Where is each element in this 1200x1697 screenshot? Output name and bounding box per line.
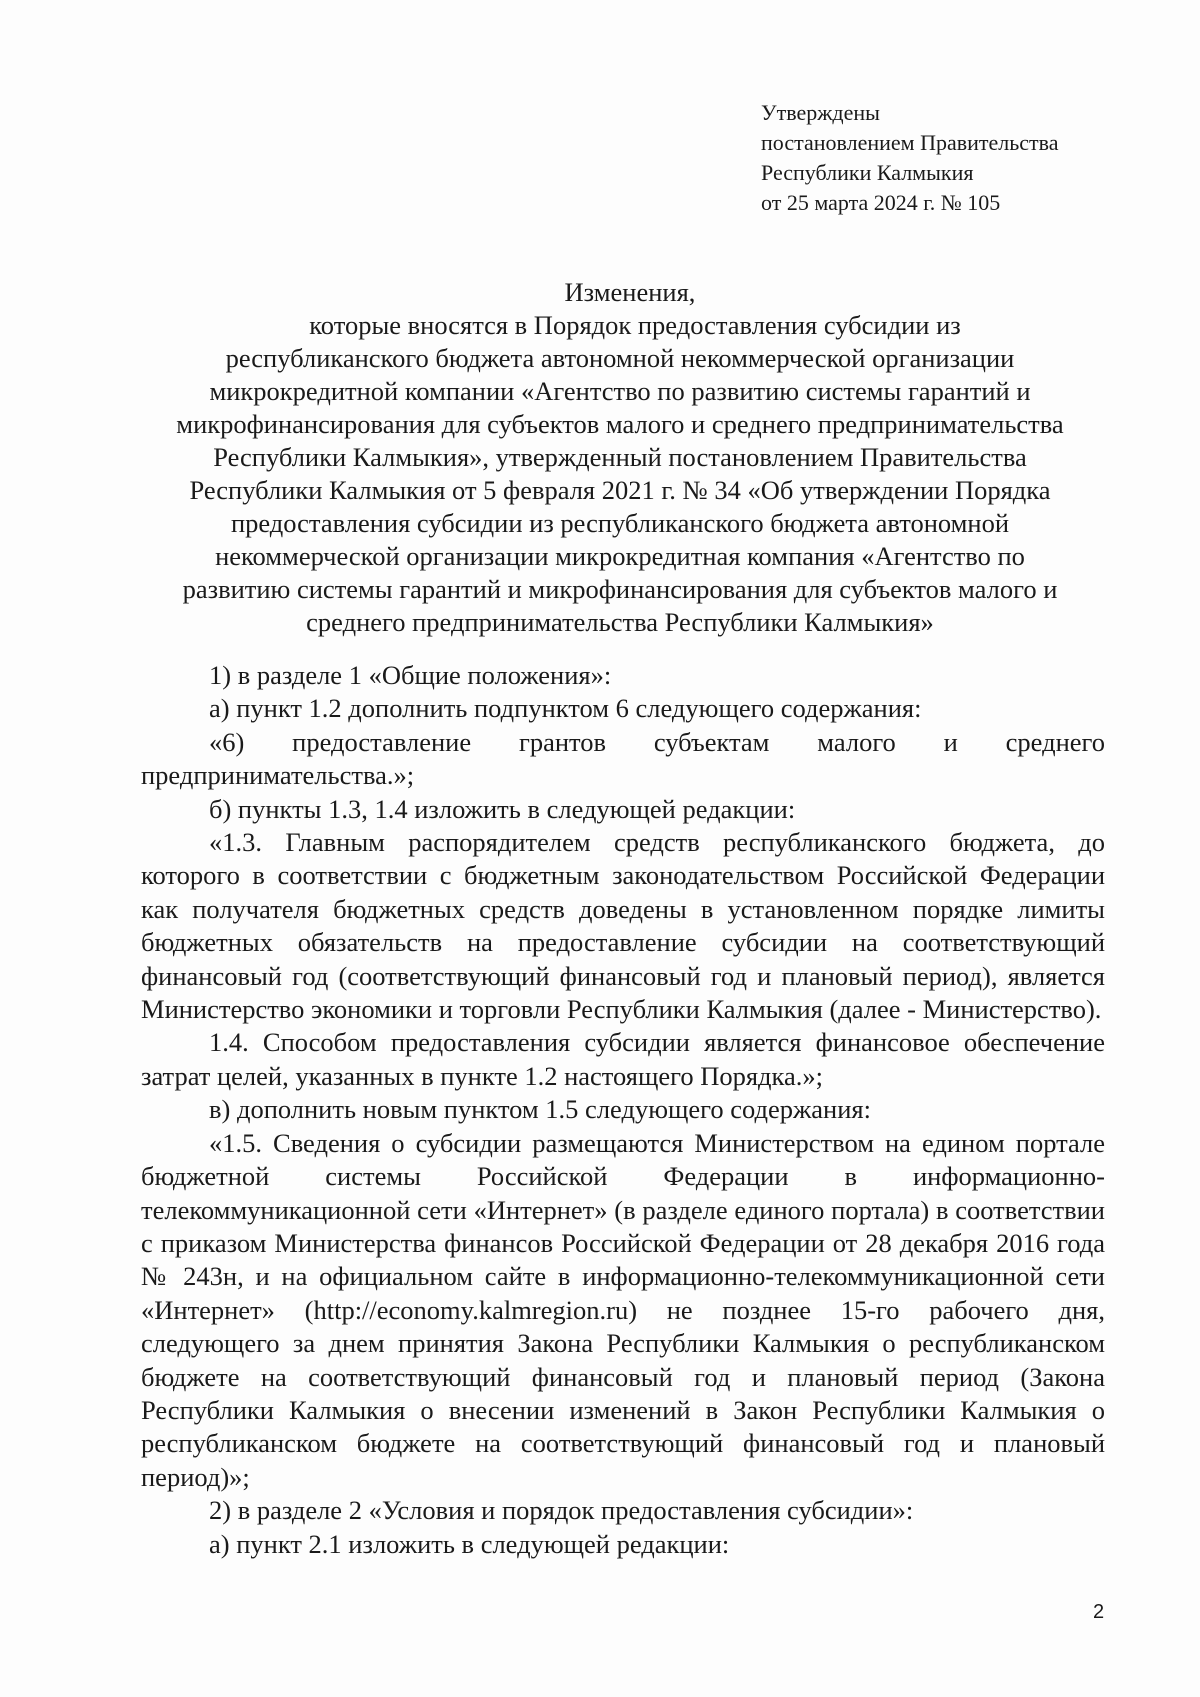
approval-line: постановлением Правительства [761,130,1059,155]
approval-line: Утверждены [761,100,880,125]
title-line: среднего предпринимательства Республики Калмыкия» [306,607,934,637]
title-line: микрокредитной компании «Агентство по развитию системы гарантий и [209,376,1031,406]
title-line: микрофинансирования для субъектов малого и среднего предпринимательства [176,409,1064,439]
paragraph: 1) в разделе 1 «Общие положения»: [209,660,612,690]
paragraph: «1.3. Главным распорядителем средств республиканского бюджета, до которого в соответствии с бюджетным законодательством Российской Федерации как получателя бюджетных средств доведены в установленном порядке лимиты бюджетных обязательств на предоставление субсидии на соответствующий финансовый год (соответствующий финансовый год и плановый период), является Министерство экономики и торговли Республики Калмыкия (далее - Министерство). [141,827,1105,1025]
title-heading: Изменения, [564,277,696,307]
title-line: развитию системы гарантий и микрофинансирования для субъектов малого и [182,574,1058,604]
paragraph: а) пункт 2.1 изложить в следующей редакции: [209,1528,730,1559]
paragraph: 1.4. Способом предоставления субсидии является финансовое обеспечение затрат целей, указанных в пункте 1.2 настоящего Порядка.»; [141,1027,1105,1091]
paragraph: «1.5. Сведения о субсидии размещаются Министерством на едином портале бюджетной системы Российской Федерации в информационно-телекоммуникационной сети «Интернет» (в разделе единого портала) в соответствии с приказом Министерства финансов Российской Федерации от 28 декабря 2016 года № 243н, и на официальном сайте в информационно-телекоммуникационной сети «Интернет» (http://economy.kalmregion.ru) не позднее 15-го рабочего дня, следующего за днем принятия Закона Республики Калмыкия о республиканском бюджете на соответствующий финансовый год и плановый период (Закона Республики Калмыкия о внесении изменений в Закон Республики Калмыкия о республиканском бюджете на соответствующий финансовый год и плановый период)»; [141,1127,1105,1492]
document-body [141,659,1105,1561]
paragraph: «6) предоставление грантов субъектам малого и среднего предпринимательства.»; [141,726,1105,791]
title-line: предоставления субсидии из республиканского бюджета автономной [230,508,1010,538]
title-line: некоммерческой организации микрокредитная компания «Агентство по [215,541,1025,571]
title-line: которые вносятся в Порядок предоставления субсидии из [309,310,961,340]
paragraph: б) пункты 1.3, 1.4 изложить в следующей редакции: [209,793,796,824]
approval-line: Республики Калмыкия [761,160,974,185]
title-line: Республики Калмыкия», утвержденный постановлением Правительства [213,442,1027,472]
paragraph: в) дополнить новым пунктом 1.5 следующего содержания: [209,1094,871,1125]
document-title [140,276,1100,639]
paragraph: 2) в разделе 2 «Условия и порядок предоставления субсидии»: [209,1495,914,1526]
paragraph: а) пункт 1.2 дополнить подпунктом 6 следующего содержания: [209,693,922,724]
title-line: республиканского бюджета автономной некоммерческой организации [225,343,1015,373]
approval-date-line: от 25 марта 2024 г. № 105 [761,190,1001,215]
title-line: Республики Калмыкия от 5 февраля 2021 г. № 34 «Об утверждении Порядка [189,475,1051,505]
page-number: 2 [1093,1601,1105,1623]
approval-stamp [761,98,1161,218]
